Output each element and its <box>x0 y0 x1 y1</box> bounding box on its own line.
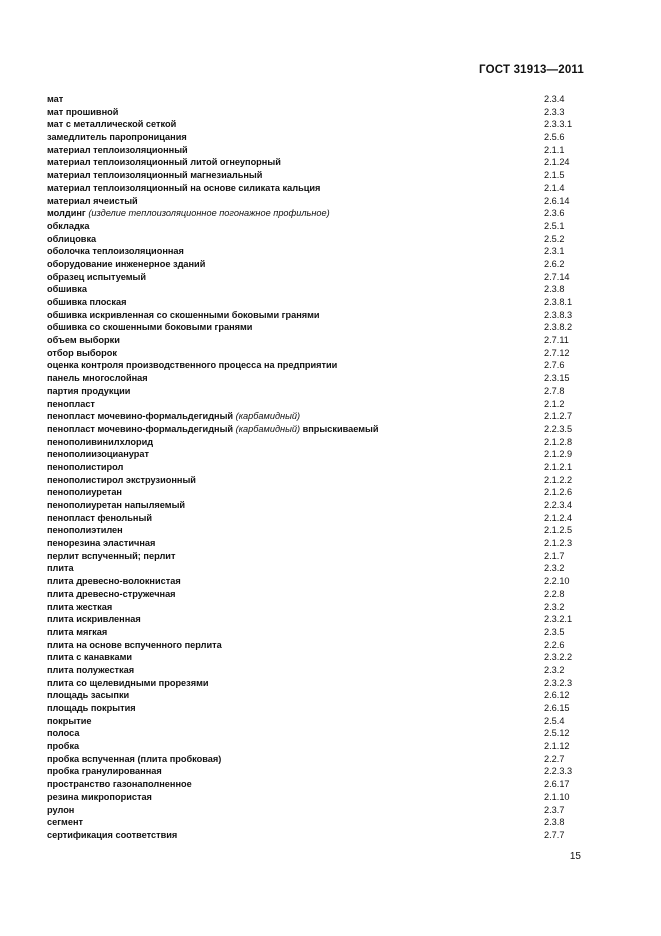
entry-reference: 2.3.5 <box>544 626 565 637</box>
index-entry <box>47 524 587 537</box>
entry-reference: 2.1.2.6 <box>544 487 573 498</box>
index-entry <box>47 689 587 702</box>
index-entry <box>47 727 587 740</box>
index-entry <box>47 436 587 449</box>
entry-term <box>47 131 187 144</box>
entry-reference: 2.1.2.9 <box>544 449 573 460</box>
entry-reference: 2.1.10 <box>544 791 570 802</box>
entry-term-text: пенополистирол экструзионный <box>47 474 196 485</box>
index-entry <box>47 245 587 258</box>
entry-reference: 2.7.14 <box>544 271 570 282</box>
entry-term-text: сертификация соответствия <box>47 829 178 840</box>
entry-term-text: обкладка <box>47 220 90 231</box>
entry-reference: 2.1.2.1 <box>544 461 573 472</box>
entry-term <box>47 169 262 182</box>
entry-term <box>47 829 177 842</box>
entry-term-text: оборудование инженерное зданий <box>47 258 206 269</box>
entry-term <box>47 689 129 702</box>
entry-term-text: мат прошивной <box>47 106 119 117</box>
entry-term-text: материал теплоизоляционный на основе силиката кальция <box>47 182 321 193</box>
entry-reference: 2.7.12 <box>544 347 570 358</box>
entry-term <box>47 474 196 487</box>
entry-reference: 2.3.15 <box>544 373 570 384</box>
entry-term <box>47 715 91 728</box>
entry-reference: 2.3.8.3 <box>544 309 573 320</box>
entry-reference: 2.3.2 <box>544 563 565 574</box>
entry-term <box>47 423 379 436</box>
entry-term-text: плита древесно-стружечная <box>47 588 176 599</box>
entry-term-text: пенополиуретан <box>47 487 122 498</box>
index-entry <box>47 778 587 791</box>
entry-term-text: мат с металлической сеткой <box>47 119 177 130</box>
entry-term-text: обшивка со скошенными боковыми гранями <box>47 322 253 333</box>
index-entry <box>47 613 587 626</box>
entry-term <box>47 182 320 195</box>
index-entry <box>47 499 587 512</box>
entry-term-text: рулон <box>47 804 75 815</box>
index-entry <box>47 715 587 728</box>
entry-term-text: пенополивинилхлорид <box>47 436 154 447</box>
entry-term-text: панель многослойная <box>47 373 148 384</box>
entry-reference: 2.5.1 <box>544 220 565 231</box>
entry-term-text: пенопласт <box>47 398 95 409</box>
index-entry <box>47 271 587 284</box>
entry-reference: 2.1.1 <box>544 144 565 155</box>
entry-reference: 2.6.15 <box>544 703 570 713</box>
entry-term <box>47 740 79 753</box>
entry-term <box>47 359 337 372</box>
entry-reference: 2.7.7 <box>544 829 565 840</box>
index-entry <box>47 588 587 601</box>
entry-term-text: пробка <box>47 741 80 752</box>
entry-reference: 2.1.5 <box>544 170 565 181</box>
entry-term <box>47 486 122 499</box>
entry-term <box>47 321 252 334</box>
index-entry <box>47 309 587 322</box>
entry-term <box>47 461 123 474</box>
entry-term <box>47 436 153 449</box>
entry-term <box>47 410 300 423</box>
entry-term-text: оценка контроля производственного процесса на предприятии <box>47 360 338 371</box>
entry-term-text: пенополиизоцианурат <box>47 449 149 460</box>
index-entry <box>47 195 587 208</box>
index-entry <box>47 220 587 233</box>
entry-term <box>47 118 176 131</box>
index-entry <box>47 334 587 347</box>
entry-term <box>47 156 281 169</box>
entry-reference: 2.2.3.4 <box>544 500 573 510</box>
entry-reference: 2.6.2 <box>544 258 565 269</box>
entry-term <box>47 677 209 690</box>
entry-reference: 2.3.2 <box>544 664 565 675</box>
entry-term <box>47 753 221 766</box>
entry-term-text: плита полужесткая <box>47 664 135 675</box>
index-entry <box>47 664 587 677</box>
entry-reference: 2.3.4 <box>544 94 565 104</box>
entry-reference: 2.2.7 <box>544 753 565 764</box>
entry-term <box>47 258 205 271</box>
entry-reference: 2.2.3.3 <box>544 766 573 777</box>
entry-term <box>47 626 107 639</box>
entry-term <box>47 639 222 652</box>
index-entry <box>47 651 587 664</box>
entry-term <box>47 385 130 398</box>
entry-reference: 2.3.8.1 <box>544 297 573 307</box>
entry-term <box>47 778 192 791</box>
document-header <box>479 64 584 76</box>
index-entry <box>47 207 587 220</box>
index-entry <box>47 791 587 804</box>
index-entry <box>47 639 587 652</box>
entry-term-note: (карбамидный) <box>235 423 301 434</box>
entry-term <box>47 537 155 550</box>
entry-term <box>47 144 188 157</box>
entry-term-text: плита искривленная <box>47 614 141 625</box>
entry-term-text: партия продукции <box>47 385 131 396</box>
entry-term <box>47 499 185 512</box>
index-entry <box>47 423 587 436</box>
index-entry <box>47 448 587 461</box>
entry-term-text: обшивка <box>47 284 87 295</box>
entry-reference: 2.1.24 <box>544 157 570 168</box>
index-entry <box>47 258 587 271</box>
entry-term <box>47 93 63 106</box>
entry-term-text: пенопласт фенольный <box>47 512 152 523</box>
entry-term-text: материал теплоизоляционный <box>47 144 188 155</box>
entry-term <box>47 195 138 208</box>
entry-reference: 2.5.6 <box>544 132 565 143</box>
entry-term-text: плита жесткая <box>47 601 113 612</box>
entry-term <box>47 524 123 537</box>
entry-term-text: сегмент <box>47 817 84 828</box>
entry-reference: 2.3.3 <box>544 106 565 117</box>
index-entry <box>47 410 587 423</box>
entry-term-text: пенополиэтилен <box>47 525 123 536</box>
entry-reference: 2.1.2.4 <box>544 512 573 523</box>
entry-reference: 2.3.8 <box>544 817 565 828</box>
entry-term <box>47 296 126 309</box>
index-entry <box>47 550 587 563</box>
entry-reference: 2.2.8 <box>544 588 565 599</box>
index-list <box>47 93 587 842</box>
entry-term-text: покрытие <box>47 715 92 726</box>
entry-term-text: обшивка искривленная со скошенными боковыми гранями <box>47 309 320 320</box>
entry-reference: 2.1.2.7 <box>544 411 573 422</box>
entry-reference: 2.6.14 <box>544 195 570 206</box>
entry-term-text: пенопласт мочевино-формальдегидный <box>47 423 234 434</box>
index-entry <box>47 626 587 639</box>
entry-reference: 2.1.2.3 <box>544 538 573 549</box>
entry-term-text: образец испытуемый <box>47 271 147 282</box>
index-entry <box>47 131 587 144</box>
index-entry <box>47 93 587 106</box>
entry-term <box>47 562 74 575</box>
entry-term <box>47 816 83 829</box>
entry-term-text: объем выборки <box>47 335 120 346</box>
index-entry <box>47 321 587 334</box>
entry-term-text: оболочка теплоизоляционная <box>47 246 184 257</box>
entry-term-text: материал ячеистый <box>47 195 138 206</box>
index-entry <box>47 118 587 131</box>
entry-term <box>47 702 136 715</box>
index-entry <box>47 461 587 474</box>
entry-term-text: пенорезина эластичная <box>47 538 156 549</box>
index-entry <box>47 765 587 778</box>
index-entry <box>47 702 587 715</box>
entry-term <box>47 664 134 677</box>
index-entry <box>47 283 587 296</box>
entry-reference: 2.7.6 <box>544 360 565 371</box>
entry-term <box>47 106 118 119</box>
entry-reference: 2.3.2.1 <box>544 614 573 625</box>
index-entry <box>47 106 587 119</box>
entry-reference: 2.1.2.2 <box>544 474 573 485</box>
entry-term <box>47 398 95 411</box>
index-entry <box>47 677 587 690</box>
index-entry <box>47 233 587 246</box>
entry-term-text: перлит вспученный; перлит <box>47 550 176 561</box>
entry-term-text: плита на основе вспученного перлита <box>47 639 222 650</box>
index-entry <box>47 562 587 575</box>
index-entry <box>47 398 587 411</box>
entry-reference: 2.1.4 <box>544 182 565 193</box>
entry-term-text: замедлитель паропроницания <box>47 132 187 143</box>
entry-term-tail: впрыскиваемый <box>302 423 379 434</box>
entry-reference: 2.6.17 <box>544 779 570 790</box>
entry-reference: 2.3.8 <box>544 284 565 295</box>
entry-term-text: пространство газонаполненное <box>47 779 192 790</box>
entry-term-text: отбор выборок <box>47 347 117 358</box>
entry-reference: 2.1.7 <box>544 550 565 561</box>
entry-term-text: материал теплоизоляционный магнезиальный <box>47 170 263 181</box>
entry-reference: 2.3.3.1 <box>544 119 573 130</box>
entry-term <box>47 372 148 385</box>
entry-reference: 2.5.4 <box>544 715 565 726</box>
entry-term <box>47 245 184 258</box>
entry-term-text: пробка гранулированная <box>47 766 162 777</box>
entry-reference: 2.5.2 <box>544 233 565 244</box>
index-entry <box>47 144 587 157</box>
entry-term-note: (изделие теплоизоляционное погонажное профильное) <box>88 208 330 219</box>
index-entry <box>47 804 587 817</box>
entry-term <box>47 448 149 461</box>
index-entry <box>47 182 587 195</box>
index-entry <box>47 575 587 588</box>
index-entry <box>47 156 587 169</box>
entry-term-text: обшивка плоская <box>47 297 127 307</box>
entry-term-text: пробка вспученная (плита пробковая) <box>47 753 222 764</box>
entry-reference: 2.3.8.2 <box>544 322 573 333</box>
entry-term <box>47 271 146 284</box>
entry-term <box>47 283 87 296</box>
entry-term-text: мат <box>47 94 64 104</box>
index-entry <box>47 372 587 385</box>
entry-term-text: плита мягкая <box>47 626 108 637</box>
entry-reference: 2.5.12 <box>544 728 570 739</box>
index-entry <box>47 296 587 309</box>
index-entry <box>47 474 587 487</box>
entry-reference: 2.1.2.5 <box>544 525 573 536</box>
entry-term-text: пенополиуретан напыляемый <box>47 500 186 510</box>
index-entry <box>47 169 587 182</box>
entry-term-text: пенопласт мочевино-формальдегидный <box>47 411 234 422</box>
entry-term <box>47 613 141 626</box>
entry-term <box>47 575 181 588</box>
entry-term <box>47 207 330 220</box>
entry-term <box>47 804 74 817</box>
entry-reference: 2.1.2.8 <box>544 436 573 447</box>
entry-term <box>47 727 79 740</box>
entry-term <box>47 347 117 360</box>
entry-term <box>47 233 96 246</box>
index-entry <box>47 537 587 550</box>
index-entry <box>47 816 587 829</box>
entry-reference: 2.7.11 <box>544 335 569 346</box>
index-entry <box>47 486 587 499</box>
entry-term <box>47 601 112 614</box>
entry-term <box>47 220 89 233</box>
entry-reference: 2.2.6 <box>544 639 565 650</box>
standard-title: ГОСТ 31913—2011 <box>479 64 584 76</box>
entry-reference: 2.3.2.2 <box>544 652 573 663</box>
entry-term-text: плита <box>47 563 74 574</box>
entry-term-text: плита с канавками <box>47 652 133 663</box>
entry-term-text: молдинг <box>47 208 86 219</box>
entry-reference: 2.3.2 <box>544 601 565 612</box>
entry-reference: 2.3.1 <box>544 246 565 257</box>
entry-reference: 2.6.12 <box>544 690 570 701</box>
index-entry <box>47 359 587 372</box>
page-number: 15 <box>569 851 581 862</box>
entry-term-text: полоса <box>47 728 80 739</box>
entry-reference: 2.3.6 <box>544 208 565 219</box>
entry-term <box>47 651 132 664</box>
entry-term-text: площадь покрытия <box>47 703 136 713</box>
entry-reference: 2.1.2 <box>544 398 565 409</box>
index-entry <box>47 601 587 614</box>
entry-reference: 2.3.7 <box>544 804 565 815</box>
index-entry <box>47 347 587 360</box>
entry-term <box>47 309 320 322</box>
index-entry <box>47 385 587 398</box>
entry-term <box>47 588 176 601</box>
entry-term <box>47 550 175 563</box>
entry-reference: 2.7.8 <box>544 385 565 396</box>
entry-term-text: материал теплоизоляционный литой огнеупорный <box>47 157 281 168</box>
entry-reference: 2.3.2.3 <box>544 677 573 688</box>
entry-term <box>47 334 120 347</box>
entry-term <box>47 791 152 804</box>
index-entry <box>47 512 587 525</box>
entry-reference: 2.2.10 <box>544 576 570 587</box>
entry-reference: 2.1.12 <box>544 741 570 752</box>
entry-term <box>47 512 152 525</box>
entry-term-text: плита древесно-волокнистая <box>47 576 181 587</box>
index-entry <box>47 753 587 766</box>
entry-term-text: пенополистирол <box>47 461 124 472</box>
entry-term <box>47 765 162 778</box>
index-entry <box>47 740 587 753</box>
entry-term-text: плита со щелевидными прорезями <box>47 677 209 688</box>
entry-term-text: площадь засыпки <box>47 690 130 701</box>
entry-term-text: облицовка <box>47 233 97 244</box>
entry-term-text: резина микропористая <box>47 791 152 802</box>
entry-term-note: (карбамидный) <box>235 411 301 422</box>
index-entry <box>47 829 587 842</box>
entry-reference: 2.2.3.5 <box>544 423 573 434</box>
